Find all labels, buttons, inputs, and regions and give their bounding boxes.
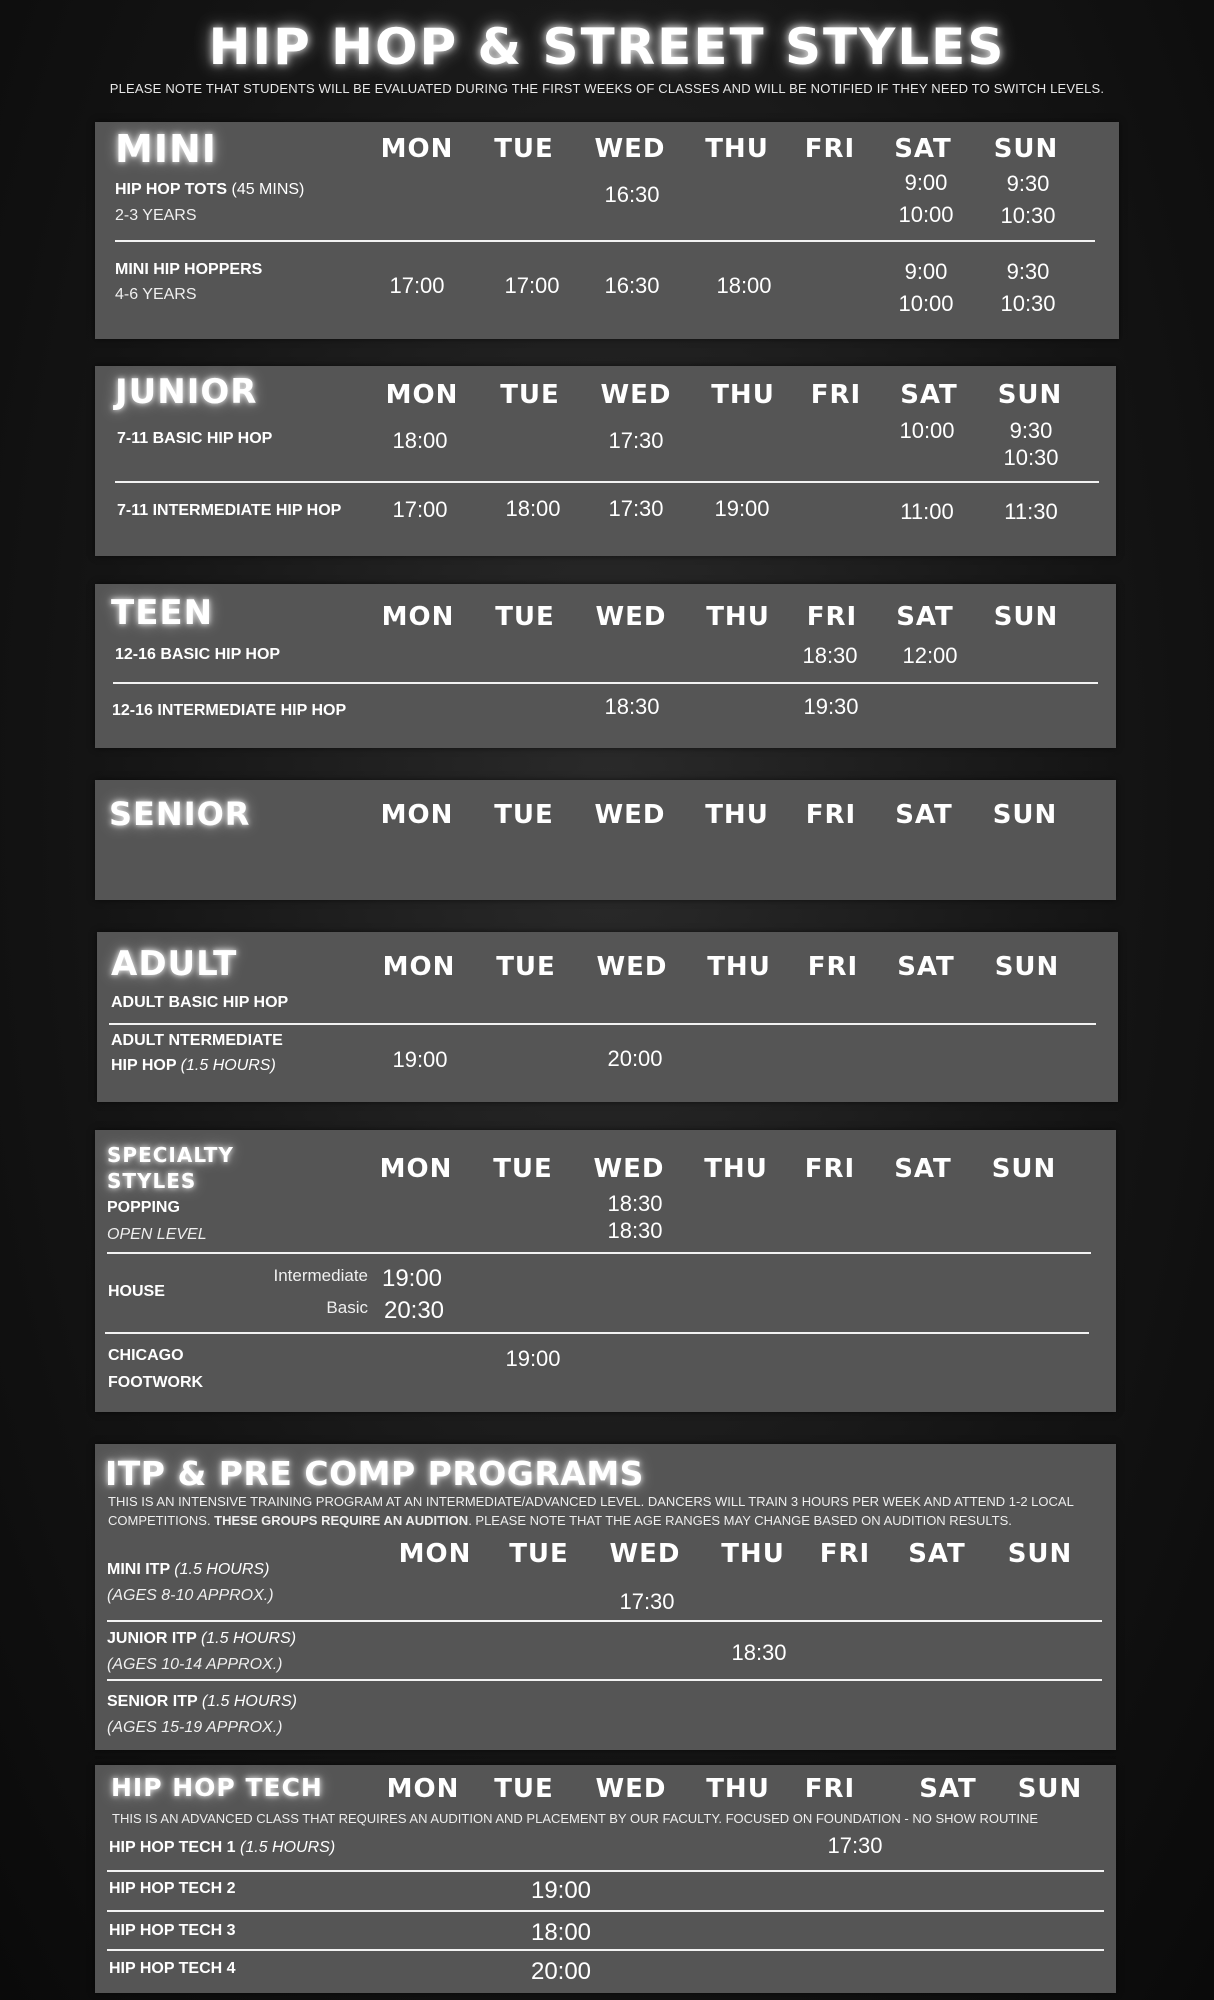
class-duration: (1.5 HOURS)	[180, 1057, 276, 1074]
day-mon: MON	[385, 380, 459, 410]
time-sun: 10:30	[1000, 291, 1056, 316]
row-divider	[109, 1023, 1096, 1025]
class-title: FOOTWORK	[108, 1374, 204, 1391]
time-tue: 17:00	[504, 273, 560, 298]
time-mon: 17:00	[389, 273, 445, 298]
time-wed: 18:30	[607, 1191, 663, 1216]
day-tue: TUE	[494, 134, 554, 164]
class-name	[107, 1629, 296, 1650]
teen-panel	[95, 584, 1116, 748]
class-title: POPPING	[107, 1199, 180, 1216]
day-sat: SAT	[897, 952, 955, 982]
time-wed: 20:00	[607, 1046, 663, 1071]
time-tue: 18:00	[505, 496, 561, 521]
description-line	[108, 1512, 1108, 1531]
day-sun: SUN	[993, 602, 1059, 632]
class-duration: (1.5 HOURS)	[200, 1630, 297, 1647]
time-tue: 18:00	[530, 1919, 592, 1946]
day-tue: TUE	[509, 1539, 569, 1569]
class-title: 7-11 INTERMEDIATE HIP HOP	[117, 502, 342, 519]
class-ages: (AGES 10-14 APPROX.)	[107, 1656, 283, 1673]
day-mon: MON	[381, 602, 455, 632]
time-sun: 10:30	[1003, 445, 1059, 470]
day-sat: SAT	[895, 800, 953, 830]
day-thu: THU	[705, 800, 769, 830]
day-thu: THU	[711, 380, 775, 410]
class-title: ADULT NTERMEDIATE	[111, 1032, 283, 1049]
time-sun: 9:30	[1006, 171, 1050, 196]
class-title: HIP HOP TECH 3	[109, 1922, 236, 1939]
class-title: SENIOR ITP	[107, 1693, 198, 1710]
class-title: 12-16 INTERMEDIATE HIP HOP	[112, 702, 347, 719]
day-fri: FRI	[804, 1774, 856, 1804]
program-description	[108, 1493, 1108, 1531]
row-divider	[107, 1620, 1102, 1622]
time-fri: 17:30	[827, 1833, 883, 1858]
day-sun: SUN	[993, 134, 1059, 164]
day-thu: THU	[706, 602, 770, 632]
class-title: CHICAGO	[108, 1347, 184, 1364]
day-fri: FRI	[805, 800, 857, 830]
adult-panel	[97, 932, 1118, 1102]
day-wed: WED	[593, 1154, 665, 1184]
time-thu: 18:30	[731, 1640, 787, 1665]
day-mon: MON	[386, 1774, 460, 1804]
class-level: OPEN LEVEL	[107, 1226, 207, 1243]
day-tue: TUE	[500, 380, 560, 410]
day-wed: WED	[596, 952, 668, 982]
day-tue: TUE	[493, 1154, 553, 1184]
class-duration: (1.5 HOURS)	[174, 1561, 270, 1578]
senior-panel	[95, 780, 1116, 900]
day-wed: WED	[595, 1774, 667, 1804]
day-sat: SAT	[900, 380, 958, 410]
day-thu: THU	[705, 134, 769, 164]
day-fri: FRI	[804, 134, 856, 164]
day-thu: THU	[706, 1774, 770, 1804]
class-title: ADULT BASIC HIP HOP	[111, 994, 289, 1011]
page-title: HIP HOP & STREET STYLES	[208, 18, 1006, 76]
time-wed: 17:30	[608, 428, 664, 453]
class-ages: (AGES 8-10 APPROX.)	[107, 1587, 274, 1604]
time-sun: 9:30	[1009, 418, 1053, 443]
time-sat: 9:00	[904, 259, 948, 284]
row-divider	[107, 1910, 1104, 1912]
class-name	[107, 1560, 269, 1581]
day-sat: SAT	[919, 1774, 977, 1804]
time-sat: 12:00	[902, 643, 958, 668]
class-title: HIP HOP TECH 2	[109, 1880, 236, 1897]
class-level: Intermediate	[273, 1266, 368, 1285]
day-sat: SAT	[908, 1539, 966, 1569]
day-thu: THU	[707, 952, 771, 982]
class-title: 7-11 BASIC HIP HOP	[117, 430, 273, 447]
class-ages: (AGES 15-19 APPROX.)	[107, 1719, 283, 1736]
time-sun: 9:30	[1006, 259, 1050, 284]
class-title: HOUSE	[108, 1283, 165, 1300]
day-fri: FRI	[810, 380, 862, 410]
row-divider	[107, 1679, 1102, 1681]
time-tue: 20:00	[530, 1958, 592, 1985]
class-title: HIP HOP TOTS	[115, 181, 228, 198]
class-duration: (45 MINS)	[231, 181, 305, 198]
time-wed: 18:30	[604, 694, 660, 719]
time-mon: 19:00	[392, 1047, 448, 1072]
day-mon: MON	[380, 134, 454, 164]
day-fri: FRI	[807, 952, 859, 982]
time-tue: 19:00	[505, 1346, 561, 1371]
section-title-tech: HIP HOP TECH	[111, 1773, 323, 1802]
description-text: COMPETITIONS.	[108, 1512, 215, 1528]
day-sun: SUN	[994, 952, 1060, 982]
specialty-panel	[95, 1130, 1116, 1412]
time-sun: 11:30	[1004, 499, 1058, 524]
time-mon: 17:00	[392, 497, 448, 522]
day-sat: SAT	[896, 602, 954, 632]
day-sun: SUN	[997, 380, 1063, 410]
audition-requirement: THESE GROUPS REQUIRE AN AUDITION	[214, 1512, 469, 1528]
class-title: JUNIOR ITP	[107, 1630, 197, 1647]
mini-panel	[95, 122, 1119, 339]
section-title-itp: ITP & PRE COMP PROGRAMS	[105, 1454, 644, 1493]
day-tue: TUE	[495, 602, 555, 632]
row-divider	[107, 1949, 1104, 1951]
day-sat: SAT	[894, 134, 952, 164]
section-title-specialty: STYLES	[107, 1169, 197, 1193]
day-sat: SAT	[894, 1154, 952, 1184]
day-sun: SUN	[1017, 1774, 1083, 1804]
time-sat: 10:00	[898, 291, 954, 316]
class-duration: (1.5 HOURS)	[240, 1839, 336, 1856]
day-fri: FRI	[819, 1539, 871, 1569]
time-thu: 19:00	[714, 496, 770, 521]
class-title: HIP HOP TECH 4	[109, 1960, 236, 1977]
time-sat: 11:00	[900, 499, 954, 524]
description-line: THIS IS AN INTENSIVE TRAINING PROGRAM AT AN INTERMEDIATE/ADVANCED LEVEL. DANCERS WILL TRAIN 3 HOURS PER WEEK AND ATTEND 1-2 LOCAL	[108, 1494, 1074, 1509]
row-divider	[115, 240, 1095, 242]
day-sun: SUN	[991, 1154, 1057, 1184]
class-name	[111, 1056, 276, 1077]
class-level: Basic	[326, 1298, 368, 1317]
day-fri: FRI	[806, 602, 858, 632]
time-sat: 10:00	[899, 418, 955, 443]
day-wed: WED	[594, 800, 666, 830]
class-name	[115, 180, 304, 201]
time-wed: 17:30	[608, 496, 664, 521]
time-sat: 10:00	[898, 202, 954, 227]
class-ages: 2-3 YEARS	[115, 207, 197, 224]
class-duration: (1.5 HOURS)	[201, 1693, 297, 1710]
time-sat: 9:00	[904, 170, 948, 195]
time-wed: 18:30	[607, 1218, 663, 1243]
time-mon: 18:00	[392, 428, 448, 453]
section-title-teen: TEEN	[111, 593, 214, 633]
row-divider	[105, 1332, 1089, 1334]
section-title-specialty: SPECIALTY	[107, 1143, 234, 1167]
time-wed: 17:30	[619, 1589, 675, 1614]
class-name	[107, 1692, 297, 1713]
program-description: THIS IS AN ADVANCED CLASS THAT REQUIRES AN AUDITION AND PLACEMENT BY OUR FACULTY. FOCUSED ON FOUNDATION - NO SHOW ROUTINE	[112, 1811, 1039, 1826]
class-title: 12-16 BASIC HIP HOP	[115, 646, 281, 663]
class-name	[109, 1838, 335, 1859]
time-fri: 18:30	[802, 643, 858, 668]
time-fri: 19:30	[803, 694, 859, 719]
time-sun: 10:30	[1000, 203, 1056, 228]
time-tue: 19:00	[530, 1877, 592, 1904]
tech-panel	[95, 1765, 1116, 1993]
day-sun: SUN	[1007, 1539, 1073, 1569]
junior-panel	[95, 366, 1116, 556]
day-wed: WED	[600, 380, 672, 410]
evaluation-note: PLEASE NOTE THAT STUDENTS WILL BE EVALUATED DURING THE FIRST WEEKS OF CLASSES AND WILL BE NOTIFIED IF THEY NEED TO SWITCH LEVELS.	[109, 81, 1105, 96]
time-wed: 16:30	[604, 273, 660, 298]
day-thu: THU	[704, 1154, 768, 1184]
time-thu: 18:00	[716, 273, 772, 298]
day-mon: MON	[398, 1539, 472, 1569]
row-divider	[113, 682, 1098, 684]
description-text: . PLEASE NOTE THAT THE AGE RANGES MAY CHANGE BASED ON AUDITION RESULTS.	[468, 1512, 1012, 1528]
day-wed: WED	[595, 602, 667, 632]
day-tue: TUE	[494, 800, 554, 830]
day-wed: WED	[609, 1539, 681, 1569]
class-title: MINI ITP	[107, 1561, 170, 1578]
class-title: MINI HIP HOPPERS	[115, 261, 263, 278]
day-sun: SUN	[992, 800, 1058, 830]
section-title-senior: SENIOR	[109, 795, 251, 833]
section-title-mini: MINI	[115, 127, 217, 171]
time-wed: 16:30	[604, 182, 660, 207]
row-divider	[115, 481, 1099, 483]
day-wed: WED	[594, 134, 666, 164]
day-mon: MON	[382, 952, 456, 982]
itp-panel	[95, 1444, 1116, 1750]
section-title-junior: JUNIOR	[115, 372, 258, 412]
day-mon: MON	[380, 800, 454, 830]
class-title: HIP HOP	[111, 1057, 177, 1074]
day-thu: THU	[721, 1539, 785, 1569]
row-divider	[107, 1870, 1104, 1872]
class-ages: 4-6 YEARS	[115, 286, 197, 303]
day-tue: TUE	[496, 952, 556, 982]
row-divider	[107, 1252, 1091, 1254]
day-fri: FRI	[804, 1154, 856, 1184]
class-title: HIP HOP TECH 1	[109, 1839, 236, 1856]
day-mon: MON	[379, 1154, 453, 1184]
time-mon: 19:00	[381, 1265, 443, 1292]
time-mon: 20:30	[383, 1297, 445, 1324]
day-tue: TUE	[494, 1774, 554, 1804]
section-title-adult: ADULT	[111, 944, 238, 984]
